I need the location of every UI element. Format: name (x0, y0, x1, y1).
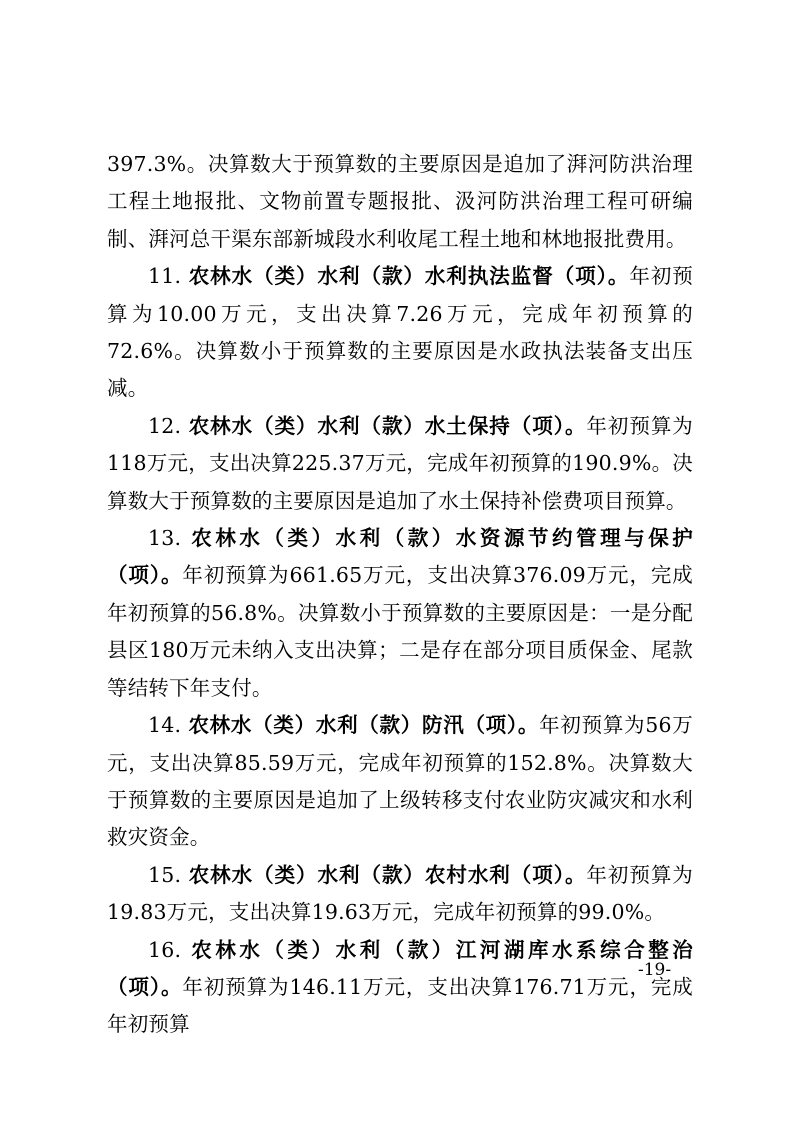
item-text: 年初预算为661.65万元，支出决算376.09万元，完成年初预算的56.8%。决算数小于预算数的主要原因是：一是分配县区180万元未纳入支出决算；二是存在部分项目质保金、尾款等结转下年支付。 (107, 563, 693, 700)
item-text: 年初预算为146.11万元，支出决算176.71万元，完成年初预算 (107, 974, 693, 1037)
item-text: 年初预算为10.00万元，支出决算7.26万元，完成年初预算的72.6%。决算数小于预算数的主要原因是水政执法装备支出压减。 (107, 264, 694, 401)
item-title: 农林水（类）水利（款）防汛（项）。 (188, 713, 540, 738)
item-title: 农林水（类）水利（款）农村水利（项）。 (188, 862, 587, 887)
item-13-paragraph (107, 520, 693, 707)
item-title: 农林水（类）水利（款）水资源节约管理与保护（项）。 (107, 526, 694, 588)
item-number: 11. (148, 264, 182, 289)
item-number: 15. (148, 862, 182, 887)
item-text: 年初预算为118万元，支出决算225.37万元，完成年初预算的190.9%。决算数大于预算数的主要原因是追加了水土保持补偿费项目预算。 (107, 413, 694, 513)
item-number: 13. (148, 526, 182, 551)
item-title: 农林水（类）水利（款）水利执法监督（项）。 (188, 264, 630, 289)
document-body (107, 146, 693, 1044)
item-text: 年初预算为19.83万元，支出决算19.63万元，完成年初预算的99.0%。 (107, 862, 694, 925)
item-title: 农林水（类）水利（款）水土保持（项）。 (188, 413, 587, 438)
item-number: 14. (148, 713, 182, 738)
item-14-paragraph (107, 707, 693, 857)
item-12-paragraph (107, 408, 693, 520)
item-number: 16. (148, 937, 182, 962)
item-11-paragraph (107, 258, 693, 408)
item-text: 年初预算为56万元，支出决算85.59万元，完成年初预算的152.8%。决算数大于预算数的主要原因是追加了上级转移支付农业防灾减灾和水利救灾资金。 (107, 713, 693, 850)
item-15-paragraph (107, 857, 693, 932)
item-title: 农林水（类）水利（款）江河湖库水系综合整治（项）。 (107, 937, 694, 999)
item-number: 12. (148, 413, 182, 438)
item-16-paragraph (107, 932, 693, 1044)
intro-paragraph: 397.3%。决算数大于预算数的主要原因是追加了湃河防洪治理工程土地报批、文物前置专题报批、汲河防洪治理工程可研编制、湃河总干渠东部新城段水利收尾工程土地和林地报批费用。 (107, 152, 693, 251)
page-number: -19- (638, 960, 672, 980)
